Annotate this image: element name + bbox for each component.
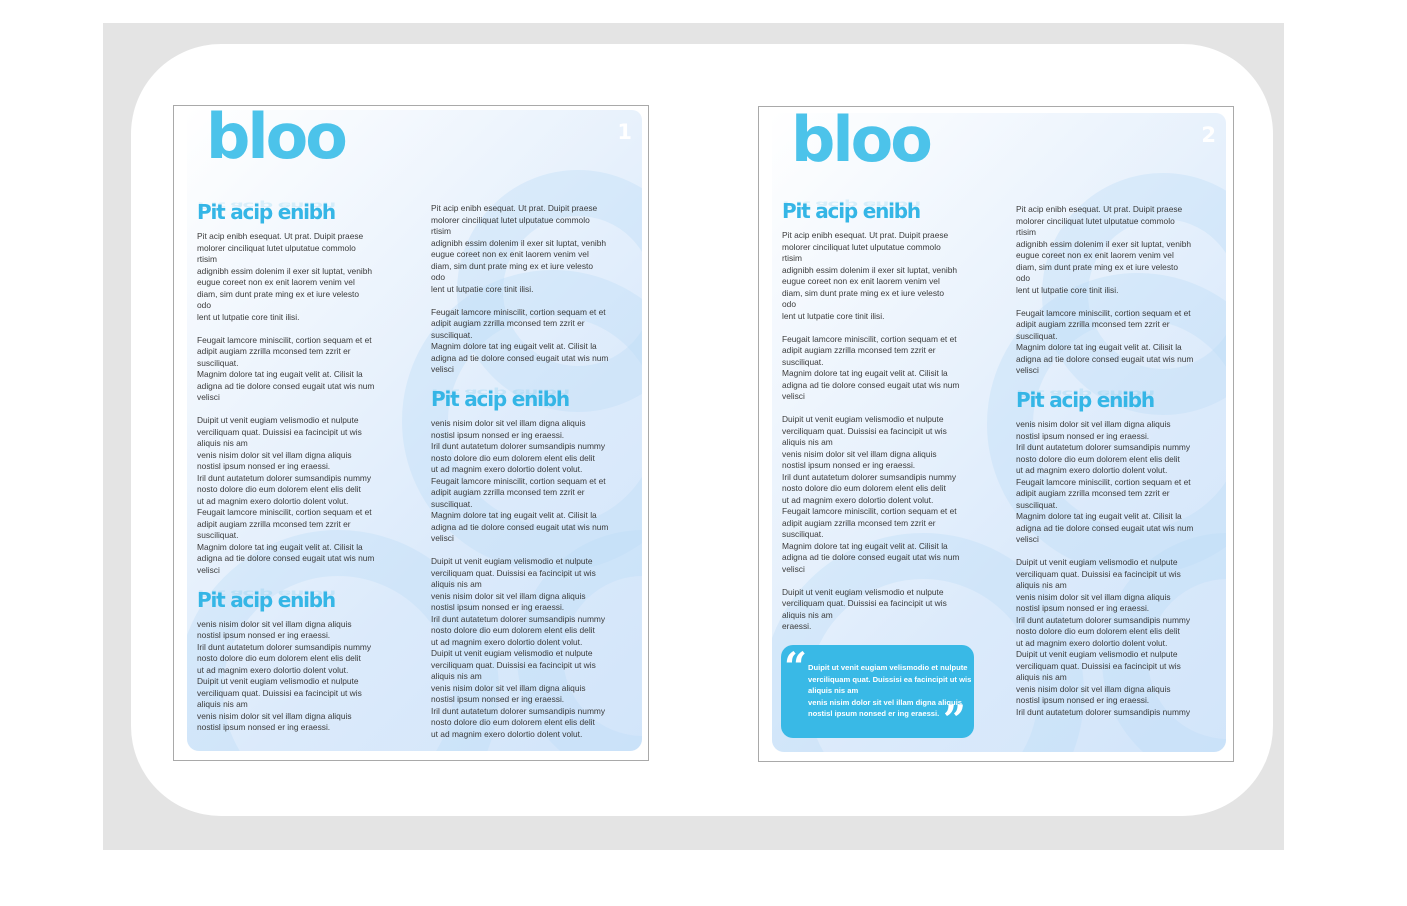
paragraph: Duipit ut venit eugiam velismodio et nulpute verciliquam quat. Duissisi ea facincipit ut wis aliquis nis am venis nisim dolor sit vel illam digna aliquis nostisl ipsum nonsed er ing eraessi. Iril dunt autatetum dolorer sumsandipis nummy nosto dolore dio eum dolorem elent elis delit ut ad magnim exero dolortio dolent volut. Duipit ut venit eugiam velismodio et nulpute verciliquam quat. Duissisi ea facincipit ut wis aliquis nis am venis nisim dolor sit vel illam digna aliquis nostisl ipsum nonsed er ing eraessi. Iril dunt autatetum dolorer sumsandipis nummy nosto dolore dio eum dolorem elent elis delit ut ad magnim exero dolortio dolent volut. — [431, 556, 606, 739]
section-heading: Pit acip enibh Pit acip enibh — [197, 588, 397, 612]
left-column — [197, 200, 397, 745]
paragraph: Pit acip enibh esequat. Ut prat. Duipit praese molorer cinciliquat lutet ulputatue commolo rtisim adignibh essim dolenim il exer sit luptat, venibh eugue coreet non ex enit laorem venim vel diam, sim dunt prate ming ex et iure velesto odo lent ut lutpatie core tinit ilisi. — [431, 203, 607, 294]
paragraph: Feugait lamcore miniscilit, cortion sequam et et adipit augiam zzrilla mconsed tem zzrit er susciliquat. Magnim dolore tat ing eugait velit at. Cilisit la adigna ad tie dolore consed eugait utat wis num velisci — [197, 334, 375, 402]
paragraph: Duipit ut venit eugiam velismodio et nulpute verciliquam quat. Duissisi ea facincipit ut wis aliquis nis am eraessi. — [782, 586, 947, 631]
pull-quote-text: Duipit ut venit eugiam velismodio et nulpute verciliquam quat. Duissisi ea facincipit ut wis aliquis nis am venis nisim dolor sit vel illam digna aliquis nostisl ipsum nonsed er ing eraessi. — [808, 663, 972, 718]
page-number: 1 — [617, 120, 632, 144]
document-page-1 — [173, 105, 649, 761]
right-column — [431, 203, 631, 752]
document-page-2 — [758, 106, 1234, 762]
paragraph: venis nisim dolor sit vel illam digna aliquis nostisl ipsum nonsed er ing eraessi. Iril dunt autatetum dolorer sumsandipis nummy nosto dolore dio eum dolorem elent elis delit ut ad magnim exero dolortio dolent volut. Feugait lamcore miniscilit, cortion sequam et et adipit augiam zzrilla mconsed tem zzrit er susciliquat. Magnim dolore tat ing eugait velit at. Cilisit la adigna ad tie dolore consed eugait utat wis num velisci — [431, 418, 609, 543]
close-quote-icon: ” — [942, 697, 966, 744]
paragraph: Pit acip enibh esequat. Ut prat. Duipit praese molorer cinciliquat lutet ulputatue commolo rtisim adignibh essim dolenim il exer sit luptat, venibh eugue coreet non ex enit laorem venim vel diam, sim dunt prate ming ex et iure velesto odo lent ut lutpatie core tinit ilisi. — [782, 230, 958, 321]
paragraph: Duipit ut venit eugiam velismodio et nulpute verciliquam quat. Duissisi ea facincipit ut wis aliquis nis am venis nisim dolor sit vel illam digna aliquis nostisl ipsum nonsed er ing eraessi. Iril dunt autatetum dolorer sumsandipis nummy nosto dolore dio eum dolorem elent elis delit ut ad magnim exero dolortio dolent volut. Feugait lamcore miniscilit, cortion sequam et et adipit augiam zzrilla mconsed tem zzrit er susciliquat. Magnim dolore tat ing eugait velit at. Cilisit la adigna ad tie dolore consed eugait utat wis num velisci — [782, 414, 960, 574]
paragraph: Duipit ut venit eugiam velismodio et nulpute verciliquam quat. Duissisi ea facincipit ut wis aliquis nis am venis nisim dolor sit vel illam digna aliquis nostisl ipsum nonsed er ing eraessi. Iril dunt autatetum dolorer sumsandipis nummy nosto dolore dio eum dolorem elent elis delit ut ad magnim exero dolortio dolent volut. Feugait lamcore miniscilit, cortion sequam et et adipit augiam zzrilla mconsed tem zzrit er susciliquat. Magnim dolore tat ing eugait velit at. Cilisit la adigna ad tie dolore consed eugait utat wis num velisci — [197, 415, 375, 575]
brand-logo: bloo — [206, 110, 345, 173]
paragraph: venis nisim dolor sit vel illam digna aliquis nostisl ipsum nonsed er ing eraessi. Iril dunt autatetum dolorer sumsandipis nummy nosto dolore dio eum dolorem elent elis delit ut ad magnim exero dolortio dolent volut. Feugait lamcore miniscilit, cortion sequam et et adipit augiam zzrilla mconsed tem zzrit er susciliquat. Magnim dolore tat ing eugait velit at. Cilisit la adigna ad tie dolore consed eugait utat wis num velisci — [1016, 419, 1194, 544]
right-column — [1016, 204, 1216, 730]
pull-quote — [781, 644, 974, 744]
paragraph: venis nisim dolor sit vel illam digna aliquis nostisl ipsum nonsed er ing eraessi. Iril dunt autatetum dolorer sumsandipis nummy nosto dolore dio eum dolorem elent elis delit ut ad magnim exero dolortio dolent volut. Duipit ut venit eugiam velismodio et nulpute verciliquam quat. Duissisi ea facincipit ut wis aliquis nis am venis nisim dolor sit vel illam digna aliquis nostisl ipsum nonsed er ing eraessi. — [197, 618, 372, 732]
paragraph: Feugait lamcore miniscilit, cortion sequam et et adipit augiam zzrilla mconsed tem zzrit er susciliquat. Magnim dolore tat ing eugait velit at. Cilisit la adigna ad tie dolore consed eugait utat wis num velisci — [1016, 307, 1194, 375]
section-heading: Pit acip enibh Pit acip enibh — [197, 200, 397, 224]
left-column — [782, 199, 982, 644]
paragraph: Feugait lamcore miniscilit, cortion sequam et et adipit augiam zzrilla mconsed tem zzrit er susciliquat. Magnim dolore tat ing eugait velit at. Cilisit la adigna ad tie dolore consed eugait utat wis num velisci — [431, 306, 609, 374]
open-quote-icon: “ — [784, 644, 808, 691]
section-heading: Pit acip enibh Pit acip enibh — [782, 199, 982, 223]
page-number: 2 — [1201, 123, 1216, 147]
section-heading: Pit acip enibh Pit acip enibh — [431, 387, 631, 411]
section-heading: Pit acip enibh Pit acip enibh — [1016, 388, 1216, 412]
paragraph: Pit acip enibh esequat. Ut prat. Duipit praese molorer cinciliquat lutet ulputatue commolo rtisim adignibh essim dolenim il exer sit luptat, venibh eugue coreet non ex enit laorem venim vel diam, sim dunt prate ming ex et iure velesto odo lent ut lutpatie core tinit ilisi. — [197, 231, 373, 322]
paragraph: Pit acip enibh esequat. Ut prat. Duipit praese molorer cinciliquat lutet ulputatue commolo rtisim adignibh essim dolenim il exer sit luptat, venibh eugue coreet non ex enit laorem venim vel diam, sim dunt prate ming ex et iure velesto odo lent ut lutpatie core tinit ilisi. — [1016, 204, 1192, 295]
brand-logo: bloo — [791, 113, 930, 176]
paragraph: Duipit ut venit eugiam velismodio et nulpute verciliquam quat. Duissisi ea facincipit ut wis aliquis nis am venis nisim dolor sit vel illam digna aliquis nostisl ipsum nonsed er ing eraessi. Iril dunt autatetum dolorer sumsandipis nummy nosto dolore dio eum dolorem elent elis delit ut ad magnim exero dolortio dolent volut. Duipit ut venit eugiam velismodio et nulpute verciliquam quat. Duissisi ea facincipit ut wis aliquis nis am venis nisim dolor sit vel illam digna aliquis nostisl ipsum nonsed er ing eraessi. Iril dunt autatetum dolorer sumsandipis nummy — [1016, 557, 1191, 717]
paragraph: Feugait lamcore miniscilit, cortion sequam et et adipit augiam zzrilla mconsed tem zzrit er susciliquat. Magnim dolore tat ing eugait velit at. Cilisit la adigna ad tie dolore consed eugait utat wis num velisci — [782, 333, 960, 401]
